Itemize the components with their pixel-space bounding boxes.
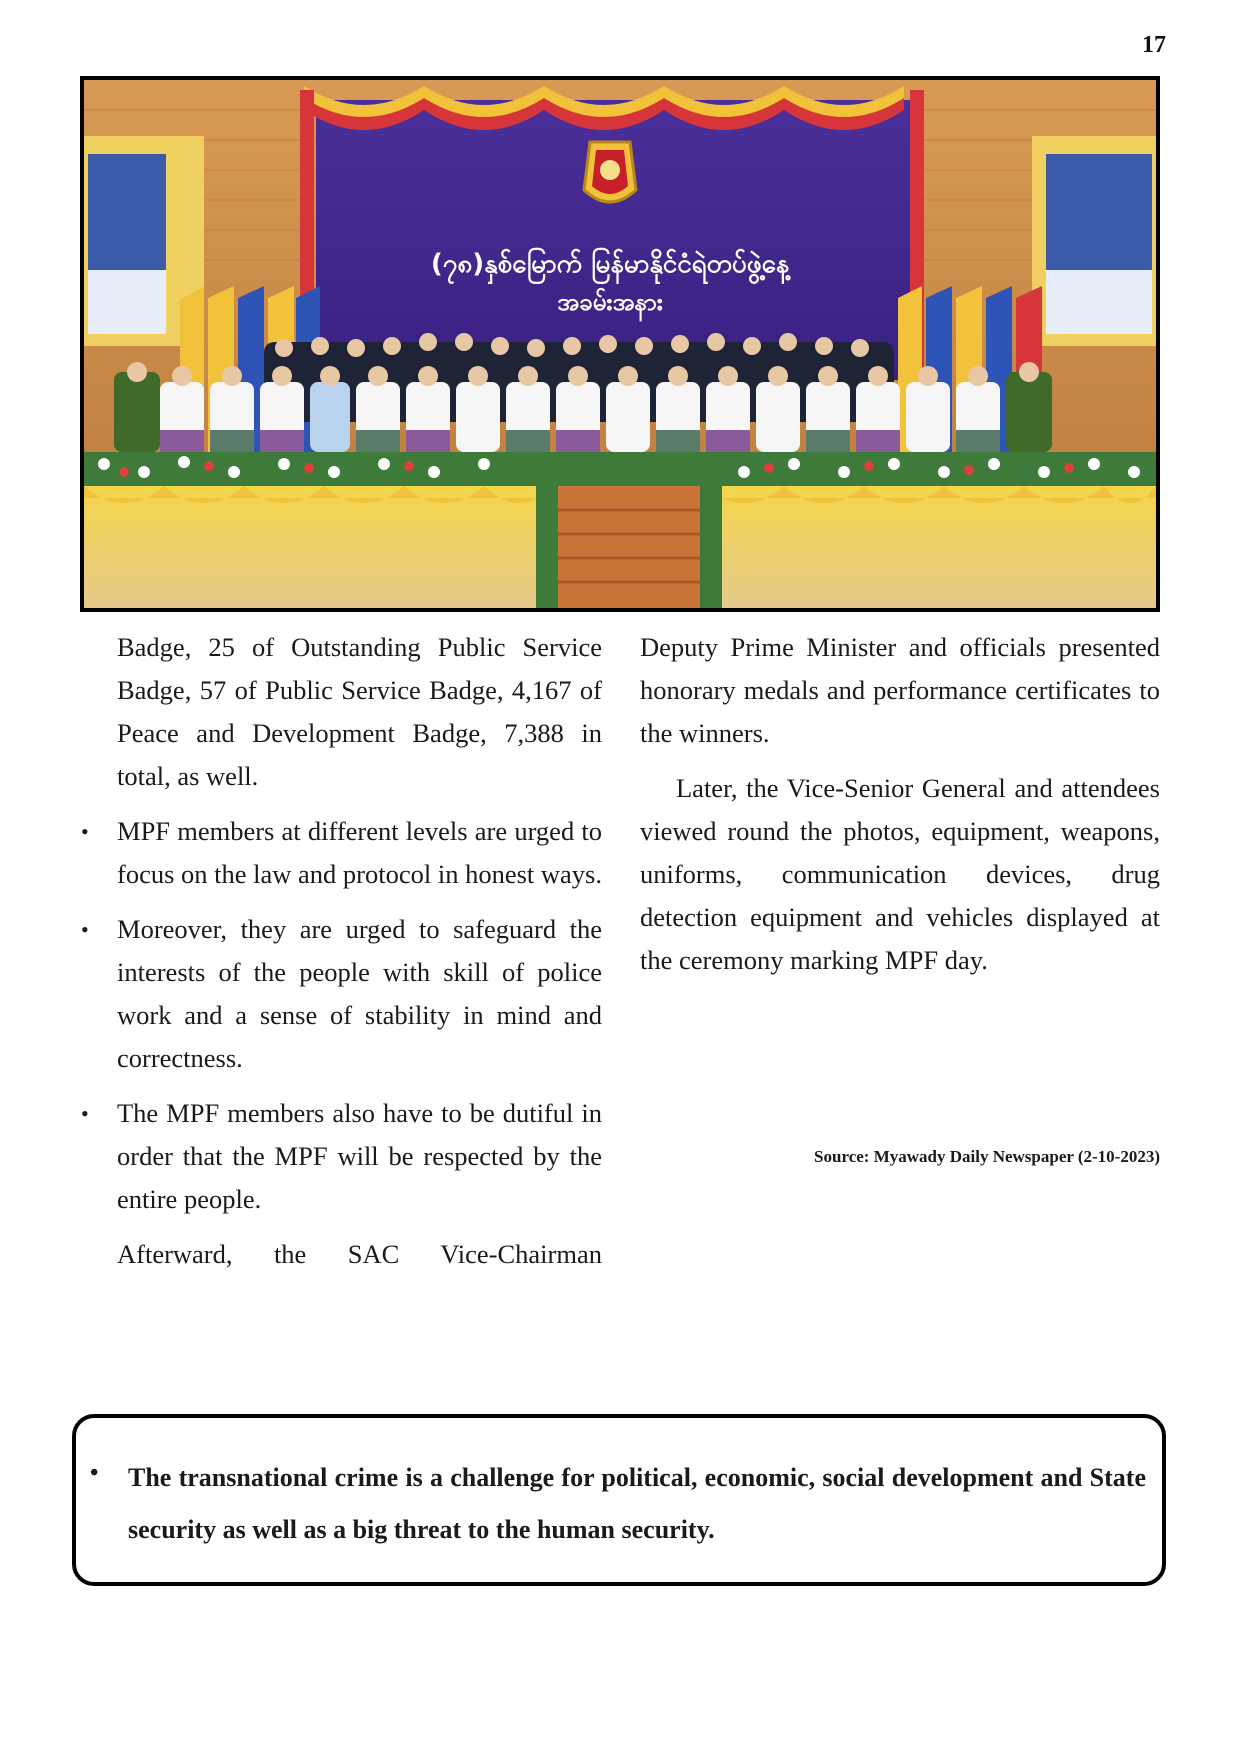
bullet-icon: • bbox=[90, 1460, 99, 1486]
left-column bbox=[81, 626, 602, 1288]
bullet-icon: • bbox=[81, 819, 89, 844]
intro-paragraph: Badge, 25 of Outstanding Public Service Badge, 57 of Public Service Badge, 4,167 of Peace and Development Badge, 7,388 in total, as well. bbox=[117, 632, 602, 791]
page-number: 17 bbox=[1142, 32, 1166, 58]
closing-paragraph: Afterward, the SAC Vice-Chairman bbox=[117, 1239, 602, 1269]
list-item bbox=[81, 1092, 602, 1221]
right-column bbox=[640, 626, 1160, 994]
right-paragraph-2: Later, the Vice-Senior General and attendees viewed round the photos, equipment, weapons, uniforms, communication devices, drug detection equipment and vehicles displayed at the ceremony marking MPF day. bbox=[640, 773, 1160, 975]
list-item bbox=[81, 810, 602, 896]
bullet-text: MPF members at different levels are urged to focus on the law and protocol in honest ways. bbox=[117, 816, 602, 889]
bullet-text: Moreover, they are urged to safeguard the interests of the people with skill of police work and a sense of stability in mind and correctness. bbox=[117, 914, 602, 1073]
source-credit: Source: Myawady Daily Newspaper (2-10-2023) bbox=[814, 1147, 1160, 1166]
bullet-text: The MPF members also have to be dutiful in order that the MPF will be respected by the entire people. bbox=[117, 1098, 602, 1214]
bullet-list bbox=[81, 810, 602, 1221]
ceremony-photo bbox=[80, 76, 1160, 612]
list-item bbox=[81, 908, 602, 1080]
backdrop-subtitle: အခမ်းအနား bbox=[557, 288, 663, 316]
callout-box bbox=[72, 1414, 1166, 1586]
right-paragraph-1: Deputy Prime Minister and officials presented honorary medals and performance certificates to the winners. bbox=[640, 632, 1160, 748]
backdrop-title: (၇၈)နှစ်မြောက် မြန်မာနိုင်ငံရဲတပ်ဖွဲ့နေ့ bbox=[430, 249, 790, 279]
bullet-icon: • bbox=[81, 1101, 89, 1126]
bullet-icon: • bbox=[81, 917, 89, 942]
callout-text: The transnational crime is a challenge for political, economic, social development and State security as well as a big threat to the human security. bbox=[128, 1463, 1146, 1544]
